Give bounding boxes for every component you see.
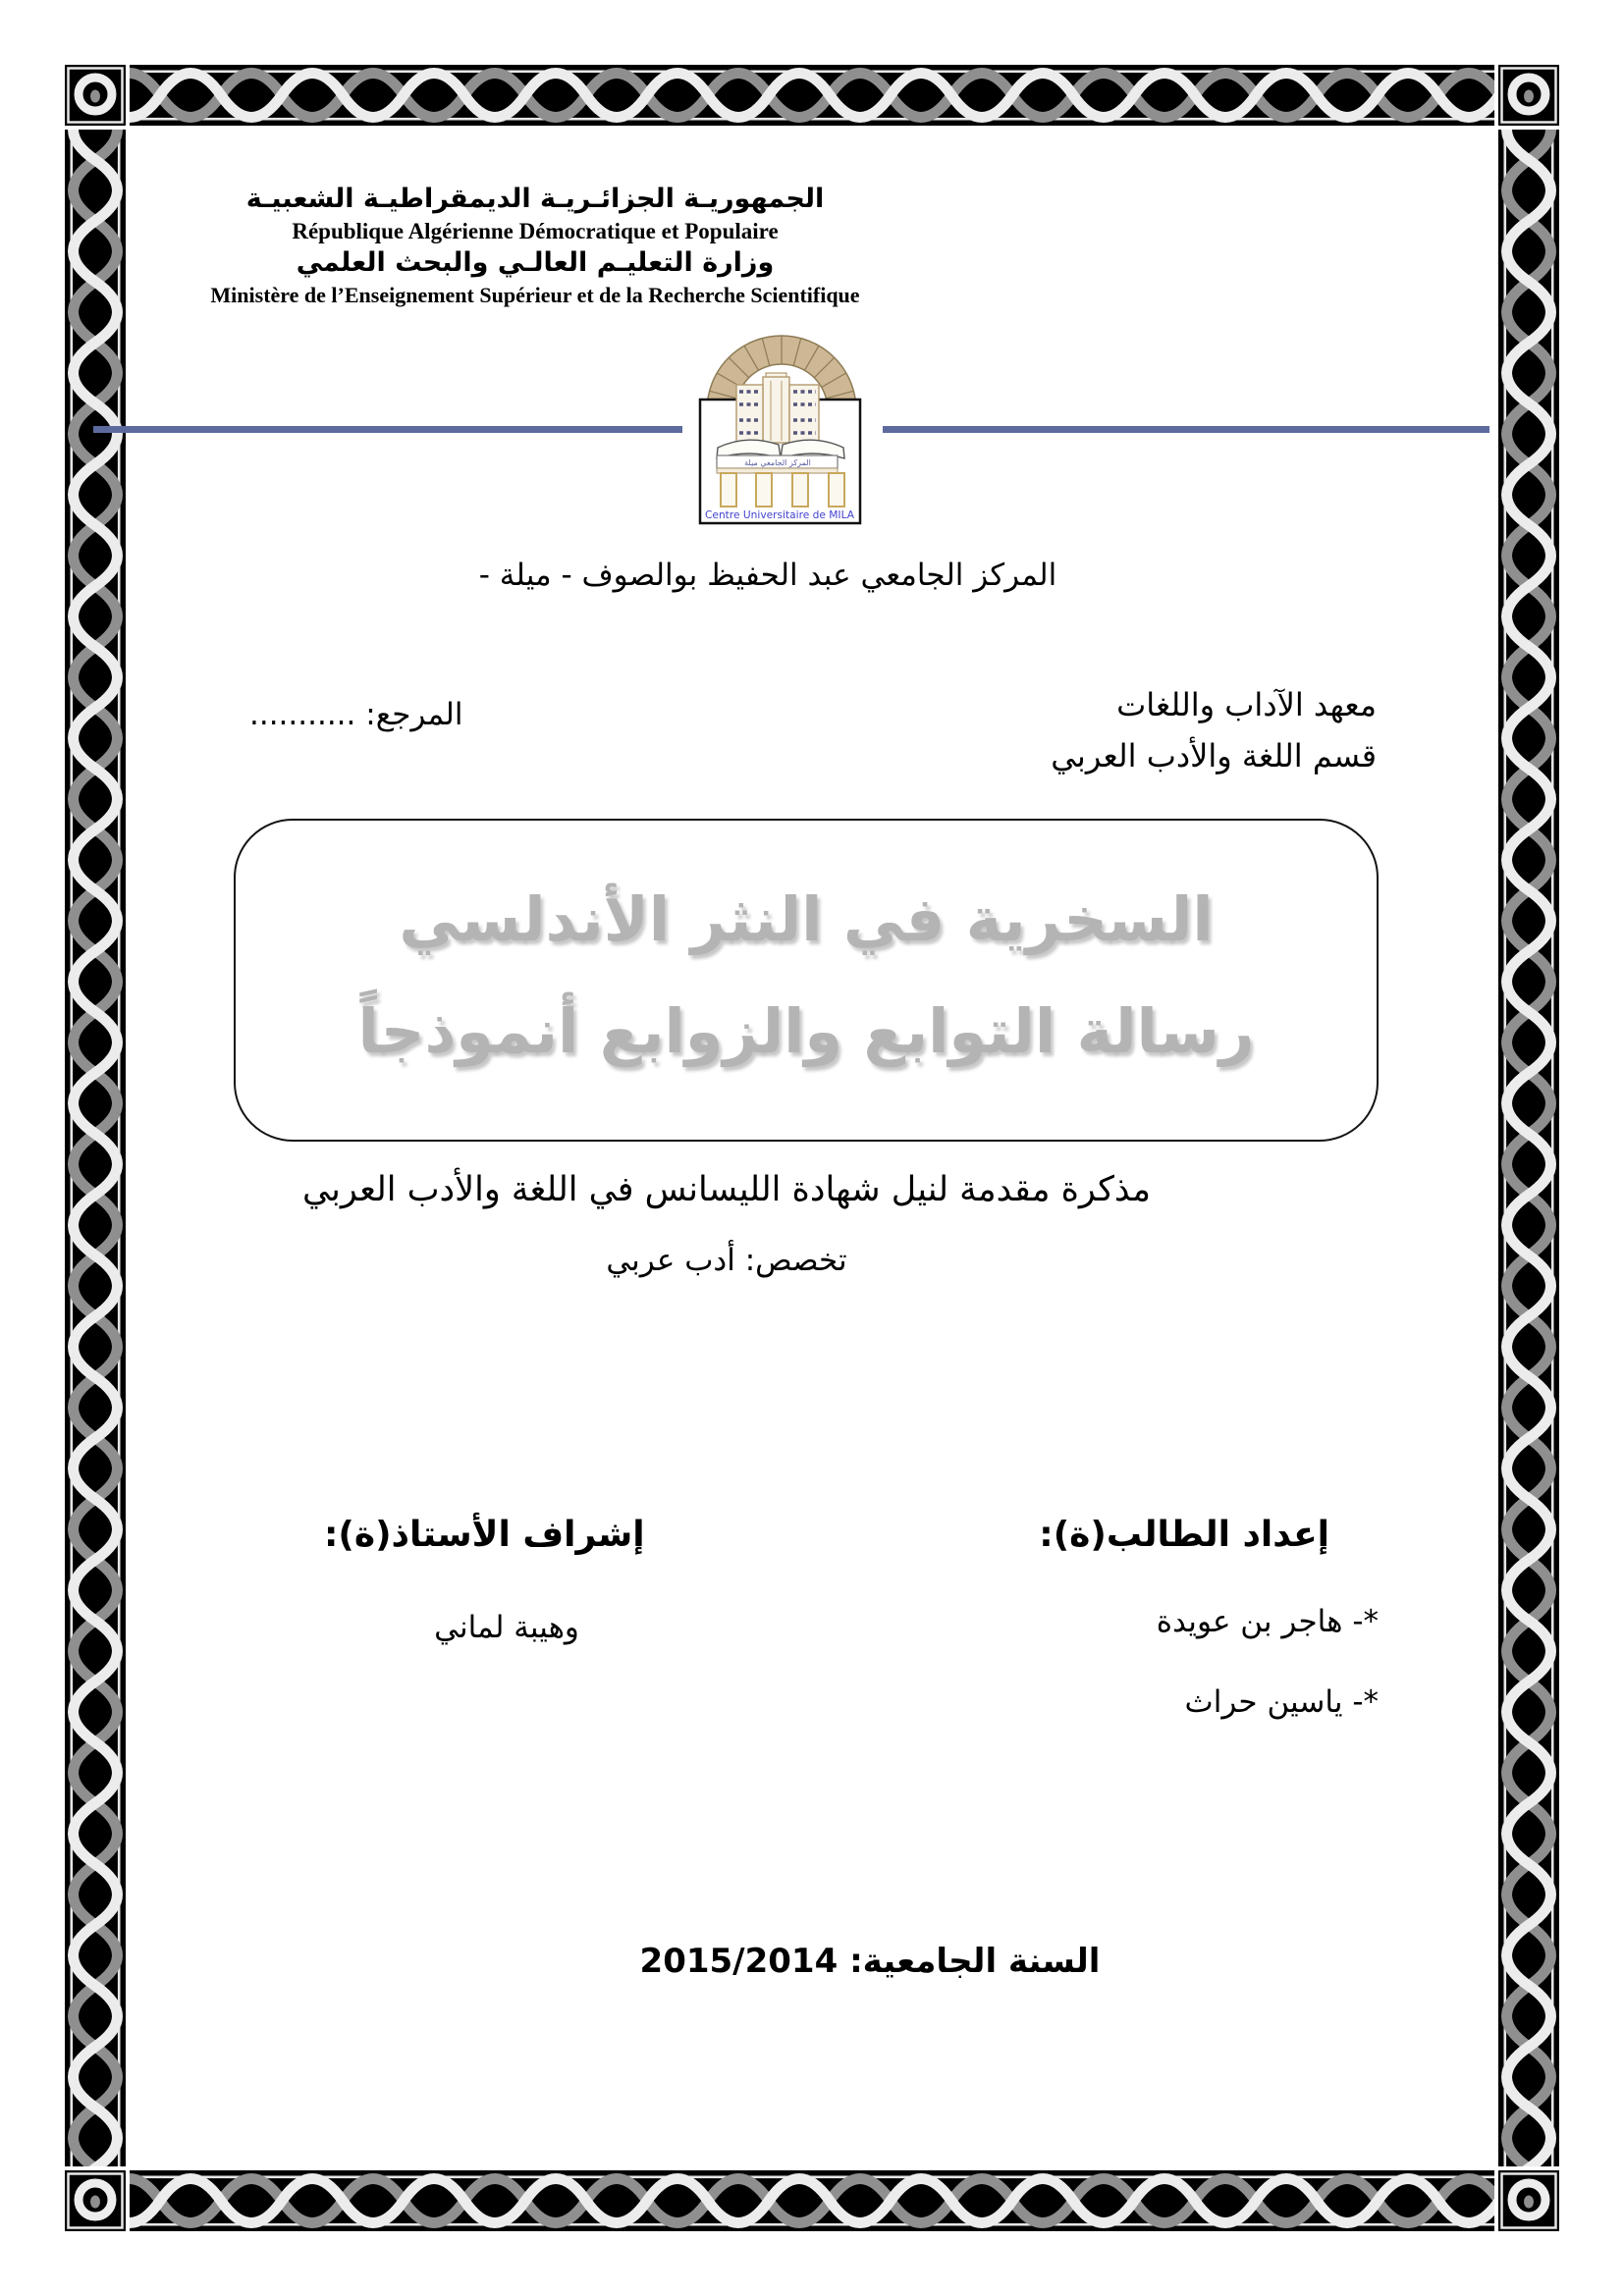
thesis-title-box	[234, 819, 1379, 1142]
frame-corner-top-right-icon	[1498, 65, 1559, 130]
student-name-text: ياسين حراث	[1184, 1684, 1343, 1720]
supervisor-name: وهيبة لماني	[434, 1610, 579, 1645]
student-name-2	[917, 1684, 1379, 1720]
supervision-label: إشراف الأستاذ(ة):	[324, 1515, 645, 1555]
frame-corner-bottom-right-icon	[1498, 2170, 1559, 2235]
student-name-text: هاجر بن عويدة	[1156, 1604, 1343, 1639]
university-logo	[693, 330, 866, 530]
department-name: قسم اللغة والأدب العربي	[1051, 737, 1377, 774]
republic-name-french: République Algérienne Démocratique et Populaire	[292, 218, 779, 243]
thesis-title-line2: رسالة التوابع والزوابع أنموذجاً	[357, 995, 1255, 1067]
university-name-line: المركز الجامعي عبد الحفيظ بوالصوف - ميلة -	[478, 558, 1057, 593]
frame-corner-bottom-left-icon	[65, 2170, 126, 2235]
student-bullet-icon: *-	[1352, 1604, 1379, 1639]
specialty-line: تخصص: أدب عربي	[606, 1243, 847, 1278]
frame-border-right	[1498, 130, 1559, 2166]
academic-year-line: السنة الجامعية: 2015/2014	[639, 1942, 1101, 1981]
logo-caption: Centre Universitaire de MILA	[705, 508, 855, 521]
frame-border-left	[65, 130, 126, 2166]
prepared-by-label: إعداد الطالب(ة):	[1039, 1515, 1329, 1555]
reference-field: المرجع: ...........	[249, 697, 463, 732]
frame-border-bottom	[130, 2170, 1494, 2231]
institute-department-block	[1051, 679, 1377, 781]
logo-arabic-name: المركز الجامعي ميلة	[744, 458, 811, 467]
ministry-name-arabic: وزارة التعليـم العالـي والبحث العلمي	[296, 246, 775, 278]
memo-description-line: مذكرة مقدمة لنيل شهادة الليسانس في اللغة والأدب العربي	[301, 1170, 1152, 1209]
official-header	[128, 183, 943, 310]
student-bullet-icon: *-	[1352, 1684, 1379, 1720]
divider-line-left	[93, 426, 682, 433]
student-name-1	[917, 1604, 1379, 1639]
frame-border-top	[130, 65, 1494, 126]
ministry-name-french: Ministère de l’Enseignement Supérieur et de la Recherche Scientifique	[210, 283, 860, 308]
divider-line-right	[883, 426, 1489, 433]
frame-corner-top-left-icon	[65, 65, 126, 130]
thesis-title-line1: السخرية في النثر الأندلسي	[399, 883, 1214, 955]
institute-name: معهد الآداب واللغات	[1116, 686, 1377, 723]
republic-name-arabic: الجمهوريـة الجزائـريـة الديمقراطيـة الشعبيـة	[245, 184, 825, 214]
